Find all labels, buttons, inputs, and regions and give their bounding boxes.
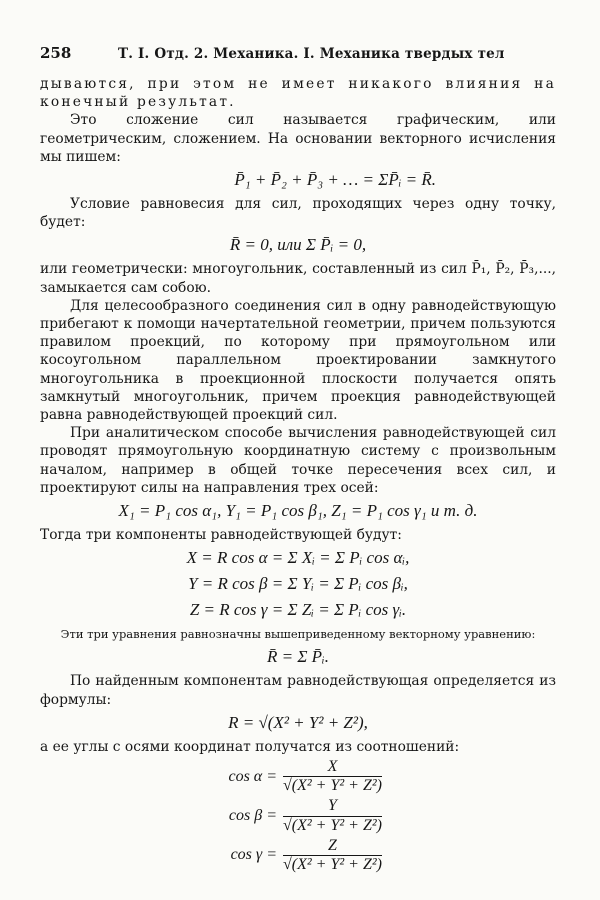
paragraph-geometric-addition: Это сложение сил называется графическим, или геометрическим, сложением. На основании векторного исчисления мы пишем:: [40, 112, 556, 165]
cos-gamma-denominator: √(X² + Y² + Z²): [283, 856, 382, 874]
page-number: 258: [40, 44, 72, 62]
running-title: Т. I. Отд. 2. Механика. I. Механика твердых тел: [118, 46, 505, 62]
equation-component-y: Y = R cos β = Σ Yᵢ = Σ Pᵢ cos βᵢ,: [188, 574, 408, 594]
cos-beta-label: cos β =: [228, 807, 277, 825]
cos-gamma-fraction: [283, 837, 382, 874]
cos-alpha-numerator: X: [283, 758, 382, 777]
equation-equilibrium: R̄ = 0, или Σ P̄ᵢ = 0,: [229, 235, 367, 255]
cos-alpha-denominator: √(X² + Y² + Z²): [283, 777, 382, 795]
paragraph-components: Тогда три компоненты равнодействующей будут:: [40, 527, 402, 544]
paragraph-polygon: или геометрически: многоугольник, составленный из сил P̄₁, P̄₂, P̄₃,..., замыкается сам собою.: [40, 261, 556, 296]
cos-gamma-label: cos γ =: [230, 846, 277, 864]
cos-beta-fraction: [283, 797, 382, 834]
equation-vector-resultant: R̄ = Σ P̄ᵢ.: [266, 647, 330, 667]
cos-beta-numerator: Y: [283, 797, 382, 816]
equation-cos-beta: [40, 797, 556, 834]
page-body: [40, 75, 556, 876]
paragraph-equilibrium: Условие равновесия для сил, проходящих через одну точку, будет:: [40, 196, 556, 231]
paragraph-continuation: дываются, при этом не имеет никакого влияния на конечный результат.: [40, 76, 556, 111]
equation-vector-sum: P̄₁ + P̄₂ + P̄₃ + … = ΣP̄ᵢ = R̄.: [234, 170, 436, 190]
cos-alpha-label: cos α =: [228, 767, 277, 785]
cos-beta-denominator: √(X² + Y² + Z²): [283, 816, 382, 834]
page-header: [40, 44, 560, 66]
equation-cos-alpha: [40, 758, 556, 795]
equation-projections: X₁ = P₁ cos α₁, Y₁ = P₁ cos β₁, Z₁ = P₁ cos γ₁ и т. д.: [118, 501, 478, 521]
equation-magnitude: R = √(X² + Y² + Z²),: [228, 712, 368, 732]
equation-cos-gamma: [40, 837, 556, 874]
cos-gamma-numerator: Z: [283, 837, 382, 856]
cos-alpha-fraction: [283, 758, 382, 795]
equation-component-z: Z = R cos γ = Σ Zᵢ = Σ Pᵢ cos γᵢ.: [189, 600, 407, 620]
equation-component-x: X = R cos α = Σ Xᵢ = Σ Pᵢ cos αᵢ,: [186, 548, 410, 568]
paragraph-analytic-method: При аналитическом способе вычисления равнодействующей сил проводят прямоугольную координатную систему с произвольным началом, например в общей точке пересечения всех сил, и проектируют силы на направления трех осей:: [40, 425, 556, 496]
paragraph-projections: Для целесообразного соединения сил в одну равнодействующую прибегают к помощи начертательной геометрии, причем пользуются правилом проекций, по которому при прямоугольном или косоугольном параллельном проектировании замкнутого многоугольника в проекционной плоскости получается опять замкнутый многоугольник, причем проекция равнодействующей равна равнодействующей проекций сил.: [40, 297, 556, 424]
paragraph-magnitude: По найденным компонентам равнодействующая определяется из формулы:: [40, 673, 556, 708]
paragraph-equivalence: Эти три уравнения равнозначны вышеприведенному векторному уравнению:: [60, 627, 536, 642]
paragraph-angles: а ее углы с осями координат получатся из соотношений:: [40, 738, 460, 755]
